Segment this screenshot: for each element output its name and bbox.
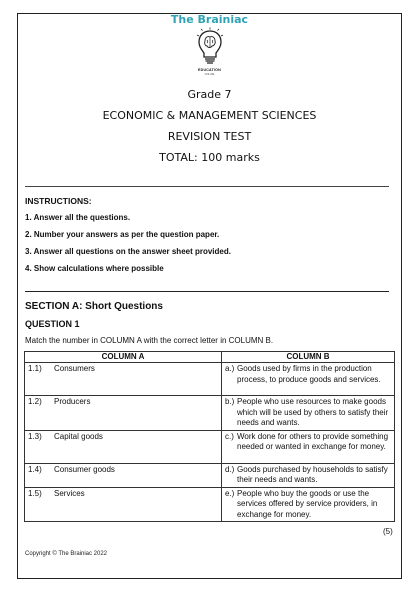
column-a-cell [25,396,222,431]
question-prompt: Match the number in COLUMN A with the correct letter in COLUMN B. [25,336,274,345]
brand-name: The Brainiac [170,13,249,26]
question-title: QUESTION 1 [25,319,80,329]
item-term: Producers [54,397,91,406]
column-b-cell [222,396,395,431]
item-number: 1.3) [28,431,42,441]
item-number: 1.5) [28,488,42,498]
item-definition: People who use resources to make goods which will be used by others to satisfy their needs and wants. [237,397,389,427]
item-definition: Goods used by firms in the production process, to produce goods and services. [237,364,381,384]
table-row [25,487,395,522]
section-title: SECTION A: Short Questions [25,301,163,312]
column-b-cell [222,463,395,487]
test-heading: REVISION TEST [167,130,252,143]
matching-table [24,351,395,522]
instructions-title: INSTRUCTIONS: [25,196,92,206]
instruction-item: 1. Answer all the questions. [25,213,131,222]
subject-heading: ECONOMIC & MANAGEMENT SCIENCES [102,109,317,122]
question-marks: (5) [383,527,393,536]
column-b-cell [222,487,395,522]
grade-heading: Grade 7 [187,88,232,101]
instruction-item: 4. Show calculations where possible [25,264,164,273]
item-letter: c.) [225,431,234,441]
copyright-footer: Copyright © The Brainiac 2022 [25,551,108,557]
lightbulb-brain-icon [196,27,224,69]
item-number: 1.2) [28,397,42,406]
divider [25,186,389,187]
divider [25,291,389,292]
item-letter: a.) [225,364,235,373]
column-a-cell [25,487,222,522]
item-definition: Work done for others to provide something needed or wanted in exchange for money. [237,431,389,451]
item-definition: Goods purchased by households to satisfy their needs and wants. [237,464,388,484]
instruction-item: 2. Number your answers as per the question paper. [25,230,220,239]
item-term: Capital goods [54,431,103,441]
column-a-cell [25,463,222,487]
table-row [25,430,395,463]
item-letter: e.) [225,488,235,498]
column-b-header: COLUMN B [222,352,395,363]
column-a-header: COLUMN A [25,352,222,363]
item-number: 1.1) [28,364,42,373]
column-b-cell [222,363,395,396]
item-term: Services [54,488,85,498]
column-b-cell [222,430,395,463]
item-letter: d.) [225,464,235,474]
item-term: Consumers [54,364,95,373]
item-number: 1.4) [28,464,42,474]
table-header-row [25,352,395,363]
total-marks: TOTAL: 100 marks [159,151,260,164]
table-row [25,463,395,487]
logo-subtext: ONLINE [204,73,215,76]
instruction-item: 3. Answer all questions on the answer sheet provided. [25,247,231,256]
item-definition: People who buy the goods or use the services offered by service providers, in exchange for money. [237,488,378,519]
column-a-cell [25,363,222,396]
table-row [25,396,395,431]
item-term: Consumer goods [54,464,115,474]
logo-text: EDUCATION [198,68,221,72]
item-letter: b.) [225,397,235,406]
table-row [25,363,395,396]
column-a-cell [25,430,222,463]
